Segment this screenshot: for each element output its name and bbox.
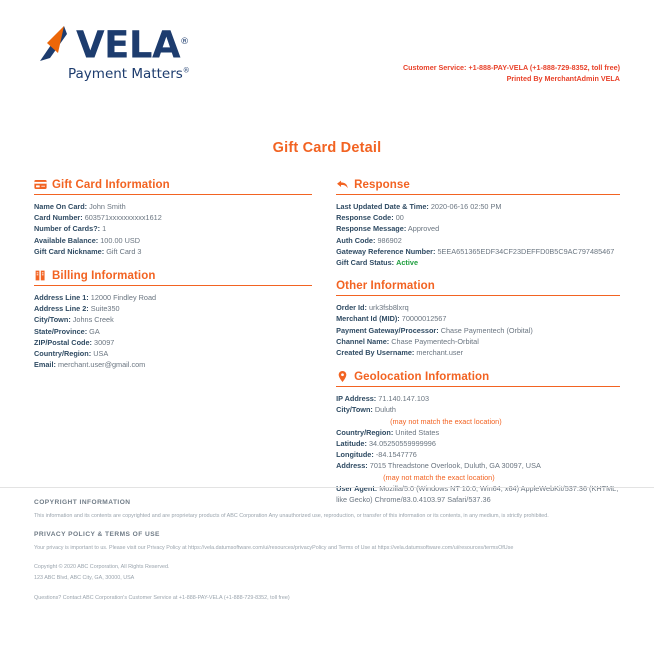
credit-card-icon bbox=[34, 178, 47, 191]
field-value: urk3fsb8lxrq bbox=[368, 303, 409, 313]
field-label: Gift Card Nickname: bbox=[34, 246, 105, 256]
logo-wordmark: VELA® bbox=[76, 23, 189, 67]
field-row bbox=[34, 303, 312, 314]
field-row bbox=[34, 337, 312, 348]
field-row bbox=[336, 235, 620, 246]
field-label: Country/Region: bbox=[34, 349, 92, 359]
section-title: Billing Information bbox=[52, 269, 156, 282]
copyright-line: Copyright © 2020 ABC Corporation, All Rights Reserved. bbox=[34, 564, 170, 570]
field-value: -84.1547776 bbox=[375, 450, 417, 460]
field-value: 100.00 USD bbox=[100, 235, 141, 245]
address-location-note: (may not match the exact location) bbox=[383, 472, 495, 482]
field-row bbox=[34, 223, 312, 234]
field-value: 71.140.147.103 bbox=[378, 394, 430, 404]
field-value: merchant.user@gmail.com bbox=[57, 360, 146, 370]
field-value: 12000 Findley Road bbox=[90, 293, 157, 303]
field-row bbox=[336, 347, 620, 358]
field-label: City/Town: bbox=[336, 405, 373, 415]
field-label: Response Code: bbox=[336, 213, 394, 223]
field-label: Order Id: bbox=[336, 303, 367, 313]
field-label: Longitude: bbox=[336, 450, 374, 460]
field-row bbox=[336, 257, 620, 268]
field-value: Chase Paymentech-Orbital bbox=[391, 336, 479, 346]
section-gift-card-information bbox=[34, 178, 312, 257]
field-label: Response Message: bbox=[336, 224, 407, 234]
response-fields bbox=[336, 201, 620, 268]
field-label: Last Updated Date & Time: bbox=[336, 202, 429, 211]
field-row bbox=[336, 427, 620, 438]
field-label: State/Province: bbox=[34, 326, 88, 336]
gift-card-fields bbox=[34, 201, 312, 257]
field-value: 986902 bbox=[377, 235, 402, 245]
map-pin-icon bbox=[336, 370, 349, 383]
field-row bbox=[34, 314, 312, 325]
field-label: Email: bbox=[34, 360, 56, 370]
field-row bbox=[336, 313, 620, 324]
field-value: USA bbox=[93, 349, 109, 359]
field-value: Duluth bbox=[374, 405, 396, 415]
field-value: 1 bbox=[102, 224, 107, 234]
field-label: Name On Card: bbox=[34, 202, 88, 211]
header-contact-block bbox=[403, 62, 620, 84]
copyright-body: This information and its contents are copyrighted and are proprietary products of ABC Corporation Any unauthorized use, reproduction, or transfer of this information or its contents, in any medium, is strictly prohibited. bbox=[34, 513, 549, 519]
field-label: Auth Code: bbox=[336, 235, 376, 245]
right-column bbox=[336, 178, 620, 517]
field-value: 603571xxxxxxxxxx1612 bbox=[84, 213, 162, 223]
field-row bbox=[336, 302, 620, 313]
field-value: 34.05250559999996 bbox=[368, 439, 436, 449]
field-label: Address Line 2: bbox=[34, 304, 89, 314]
field-row bbox=[34, 292, 312, 303]
field-label: City/Town: bbox=[34, 315, 71, 325]
field-value: Mozilla/5.0 (Windows NT 10.0; Win64; x64) AppleWebKit/537.36 (KHTML, like Gecko) Chrome/83.0.4103.97 Safari/537.36 bbox=[336, 483, 619, 505]
field-label: Available Balance: bbox=[34, 235, 99, 245]
billing-fields bbox=[34, 292, 312, 370]
field-row bbox=[34, 235, 312, 246]
copyright-heading: COPYRIGHT INFORMATION bbox=[34, 499, 131, 506]
city-location-note: (may not match the exact location) bbox=[390, 416, 502, 426]
field-label: Number of Cards?: bbox=[34, 224, 101, 234]
field-label: Channel Name: bbox=[336, 336, 390, 346]
field-row bbox=[34, 359, 312, 370]
section-title: Geolocation Information bbox=[354, 370, 490, 383]
logo-tagline: Payment Matters® bbox=[68, 66, 190, 83]
field-row bbox=[336, 223, 620, 234]
field-label: Country/Region: bbox=[336, 427, 394, 437]
field-row bbox=[34, 246, 312, 257]
field-value: Gift Card 3 bbox=[106, 246, 142, 256]
section-billing-information bbox=[34, 269, 312, 370]
field-label: Merchant Id (MID): bbox=[336, 314, 400, 324]
field-row bbox=[34, 201, 312, 212]
field-label: Address: bbox=[336, 461, 368, 471]
reply-arrow-icon bbox=[336, 178, 349, 191]
field-value: John Smith bbox=[89, 202, 126, 211]
field-row bbox=[336, 449, 620, 460]
section-other-information bbox=[336, 280, 620, 358]
field-value: GA bbox=[89, 326, 100, 336]
building-icon bbox=[34, 269, 47, 282]
page-title: Gift Card Detail bbox=[272, 140, 382, 156]
field-label: IP Address: bbox=[336, 394, 377, 404]
other-fields bbox=[336, 302, 620, 358]
section-title: Response bbox=[354, 178, 410, 191]
field-label: Address Line 1: bbox=[34, 293, 89, 303]
company-address-line: 123 ABC Blvd, ABC City, GA, 30000, USA bbox=[34, 575, 135, 581]
section-geolocation-information bbox=[336, 370, 620, 505]
field-row bbox=[336, 212, 620, 223]
privacy-body: Your privacy is important to us. Please visit our Privacy Policy at https://vela.datumsoftware.com/ui/resources/privacyPolicy and Terms of Use at https://vela.datumsoftware.com/ui/resources/termsOfUse bbox=[34, 545, 514, 551]
field-label: Card Number: bbox=[34, 213, 83, 223]
field-value: 2020-06-16 02:50 PM bbox=[430, 202, 502, 211]
field-row bbox=[336, 201, 620, 212]
field-row bbox=[336, 246, 620, 257]
field-row bbox=[336, 438, 620, 449]
section-title: Gift Card Information bbox=[52, 178, 170, 191]
field-label: ZIP/Postal Code: bbox=[34, 337, 92, 347]
printed-by-line: Printed By MerchantAdmin VELA bbox=[506, 74, 620, 83]
page-footer bbox=[0, 487, 654, 605]
field-label: Latitude: bbox=[336, 439, 367, 449]
field-row bbox=[34, 212, 312, 223]
field-value: 5EEA651365EDF34CF23DEFFD0B5C9AC797485467 bbox=[437, 246, 615, 256]
status-badge: Active bbox=[396, 258, 419, 268]
field-label: Gateway Reference Number: bbox=[336, 246, 436, 256]
field-value: Suite350 bbox=[90, 304, 120, 314]
questions-line: Questions? Contact ABC Corporation's Customer Service at +1-888-PAY-VELA (+1-888-729-8352, toll free) bbox=[34, 595, 290, 601]
field-value: 30097 bbox=[94, 337, 115, 347]
field-row bbox=[336, 336, 620, 347]
field-value: 70000012567 bbox=[401, 314, 447, 324]
field-value: Chase Paymentech (Orbital) bbox=[440, 325, 533, 335]
field-row bbox=[336, 325, 620, 336]
field-row bbox=[336, 404, 620, 415]
field-value: merchant.user bbox=[416, 348, 464, 358]
field-row bbox=[336, 460, 620, 471]
field-label: Gift Card Status: bbox=[336, 258, 395, 268]
customer-service-line: Customer Service: +1-888-PAY-VELA (+1-888-729-8352, toll free) bbox=[402, 63, 620, 72]
field-value: United States bbox=[395, 427, 440, 437]
field-row bbox=[336, 393, 620, 404]
field-value: 00 bbox=[395, 213, 404, 223]
field-value: Johns Creek bbox=[72, 315, 114, 325]
field-value: Approved bbox=[407, 224, 440, 234]
field-label: User Agent: bbox=[336, 483, 378, 493]
field-value: 7015 Threadstone Overlook, Duluth, GA 30097, USA bbox=[369, 461, 541, 471]
detail-content bbox=[0, 156, 654, 517]
page-header bbox=[0, 0, 654, 110]
field-label: Created By Username: bbox=[336, 348, 415, 358]
section-title: Other Information bbox=[336, 280, 435, 293]
section-response bbox=[336, 178, 620, 268]
field-row bbox=[34, 348, 312, 359]
left-column bbox=[34, 178, 318, 517]
field-row bbox=[34, 326, 312, 337]
privacy-heading: PRIVACY POLICY & TERMS OF USE bbox=[34, 531, 160, 538]
field-label: Payment Gateway/Processor: bbox=[336, 325, 439, 335]
